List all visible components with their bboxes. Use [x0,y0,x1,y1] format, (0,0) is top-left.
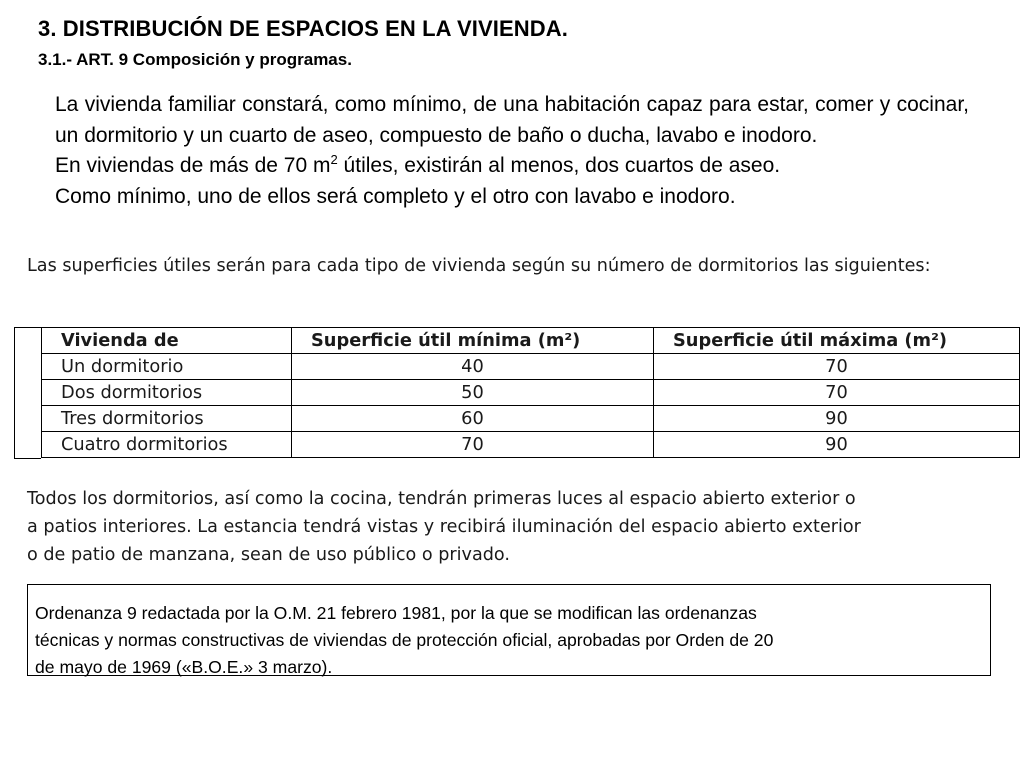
table-row [42,406,1020,432]
lighting-line-1: Todos los dormitorios, así como la cocina, tendrán primeras luces al espacio abierto exterior o [27,489,856,509]
cell-min: 60 [292,406,654,432]
header-vivienda: Vivienda de [42,328,292,354]
section-title: 3. DISTRIBUCIÓN DE ESPACIOS EN LA VIVIENDA. [38,16,568,41]
table-header-row [42,328,1020,354]
table-row [42,432,1020,458]
cell-min: 70 [292,432,654,458]
intro-paragraph-2-end: útiles, existirán al menos, dos cuartos de aseo. [337,154,781,177]
table-row [42,380,1020,406]
intro-text [55,90,969,212]
intro-paragraph-3: Como mínimo, uno de ellos será completo y el otro con lavabo e inodoro. [55,184,736,208]
cell-min: 40 [292,354,654,380]
lighting-line-3: o de patio de manzana, sean de uso público o privado. [27,545,510,565]
cell-type: Tres dormitorios [42,406,292,432]
intro-paragraph-1: La vivienda familiar constará, como mínimo, de una habitación capaz para estar, comer y cocinar, un dormitorio y un cuarto de aseo, compuesto de baño o ducha, lavabo e inodoro. [55,93,969,147]
ordinance-note-box [27,584,991,676]
cell-min: 50 [292,380,654,406]
table-left-extension [14,327,41,459]
cell-max: 90 [654,432,1020,458]
surface-table [41,327,1020,458]
cell-max: 90 [654,406,1020,432]
table-intro-text: Las superficies útiles serán para cada tipo de vivienda según su número de dormitorios las siguientes: [27,256,931,276]
cell-max: 70 [654,380,1020,406]
header-min-surface: Superficie útil mínima (m²) [292,328,654,354]
table-ext-line [14,458,41,459]
lighting-line-2: a patios interiores. La estancia tendrá vistas y recibirá iluminación del espacio abierto exterior [27,517,861,537]
cell-max: 70 [654,354,1020,380]
header-max-surface: Superficie útil máxima (m²) [654,328,1020,354]
cell-type: Un dormitorio [42,354,292,380]
table-row [42,354,1020,380]
note-line-1: Ordenanza 9 redactada por la O.M. 21 febrero 1981, por la que se modifican las ordenanzas [35,603,757,623]
lighting-requirements-text [27,485,1024,569]
intro-paragraph-2 [55,151,969,182]
note-line-3: de mayo de 1969 («B.O.E.» 3 marzo). [35,657,333,677]
intro-paragraph-2-start: En viviendas de más de 70 m [55,154,331,177]
cell-type: Dos dormitorios [42,380,292,406]
table-ext-line [14,327,41,328]
article-subtitle: 3.1.- ART. 9 Composición y programas. [38,50,352,69]
table-left-border [14,327,15,459]
cell-type: Cuatro dormitorios [42,432,292,458]
superscript-2: 2 [330,152,338,167]
note-line-2: técnicas y normas constructivas de viviendas de protección oficial, aprobadas por Orden de 20 [35,630,774,650]
